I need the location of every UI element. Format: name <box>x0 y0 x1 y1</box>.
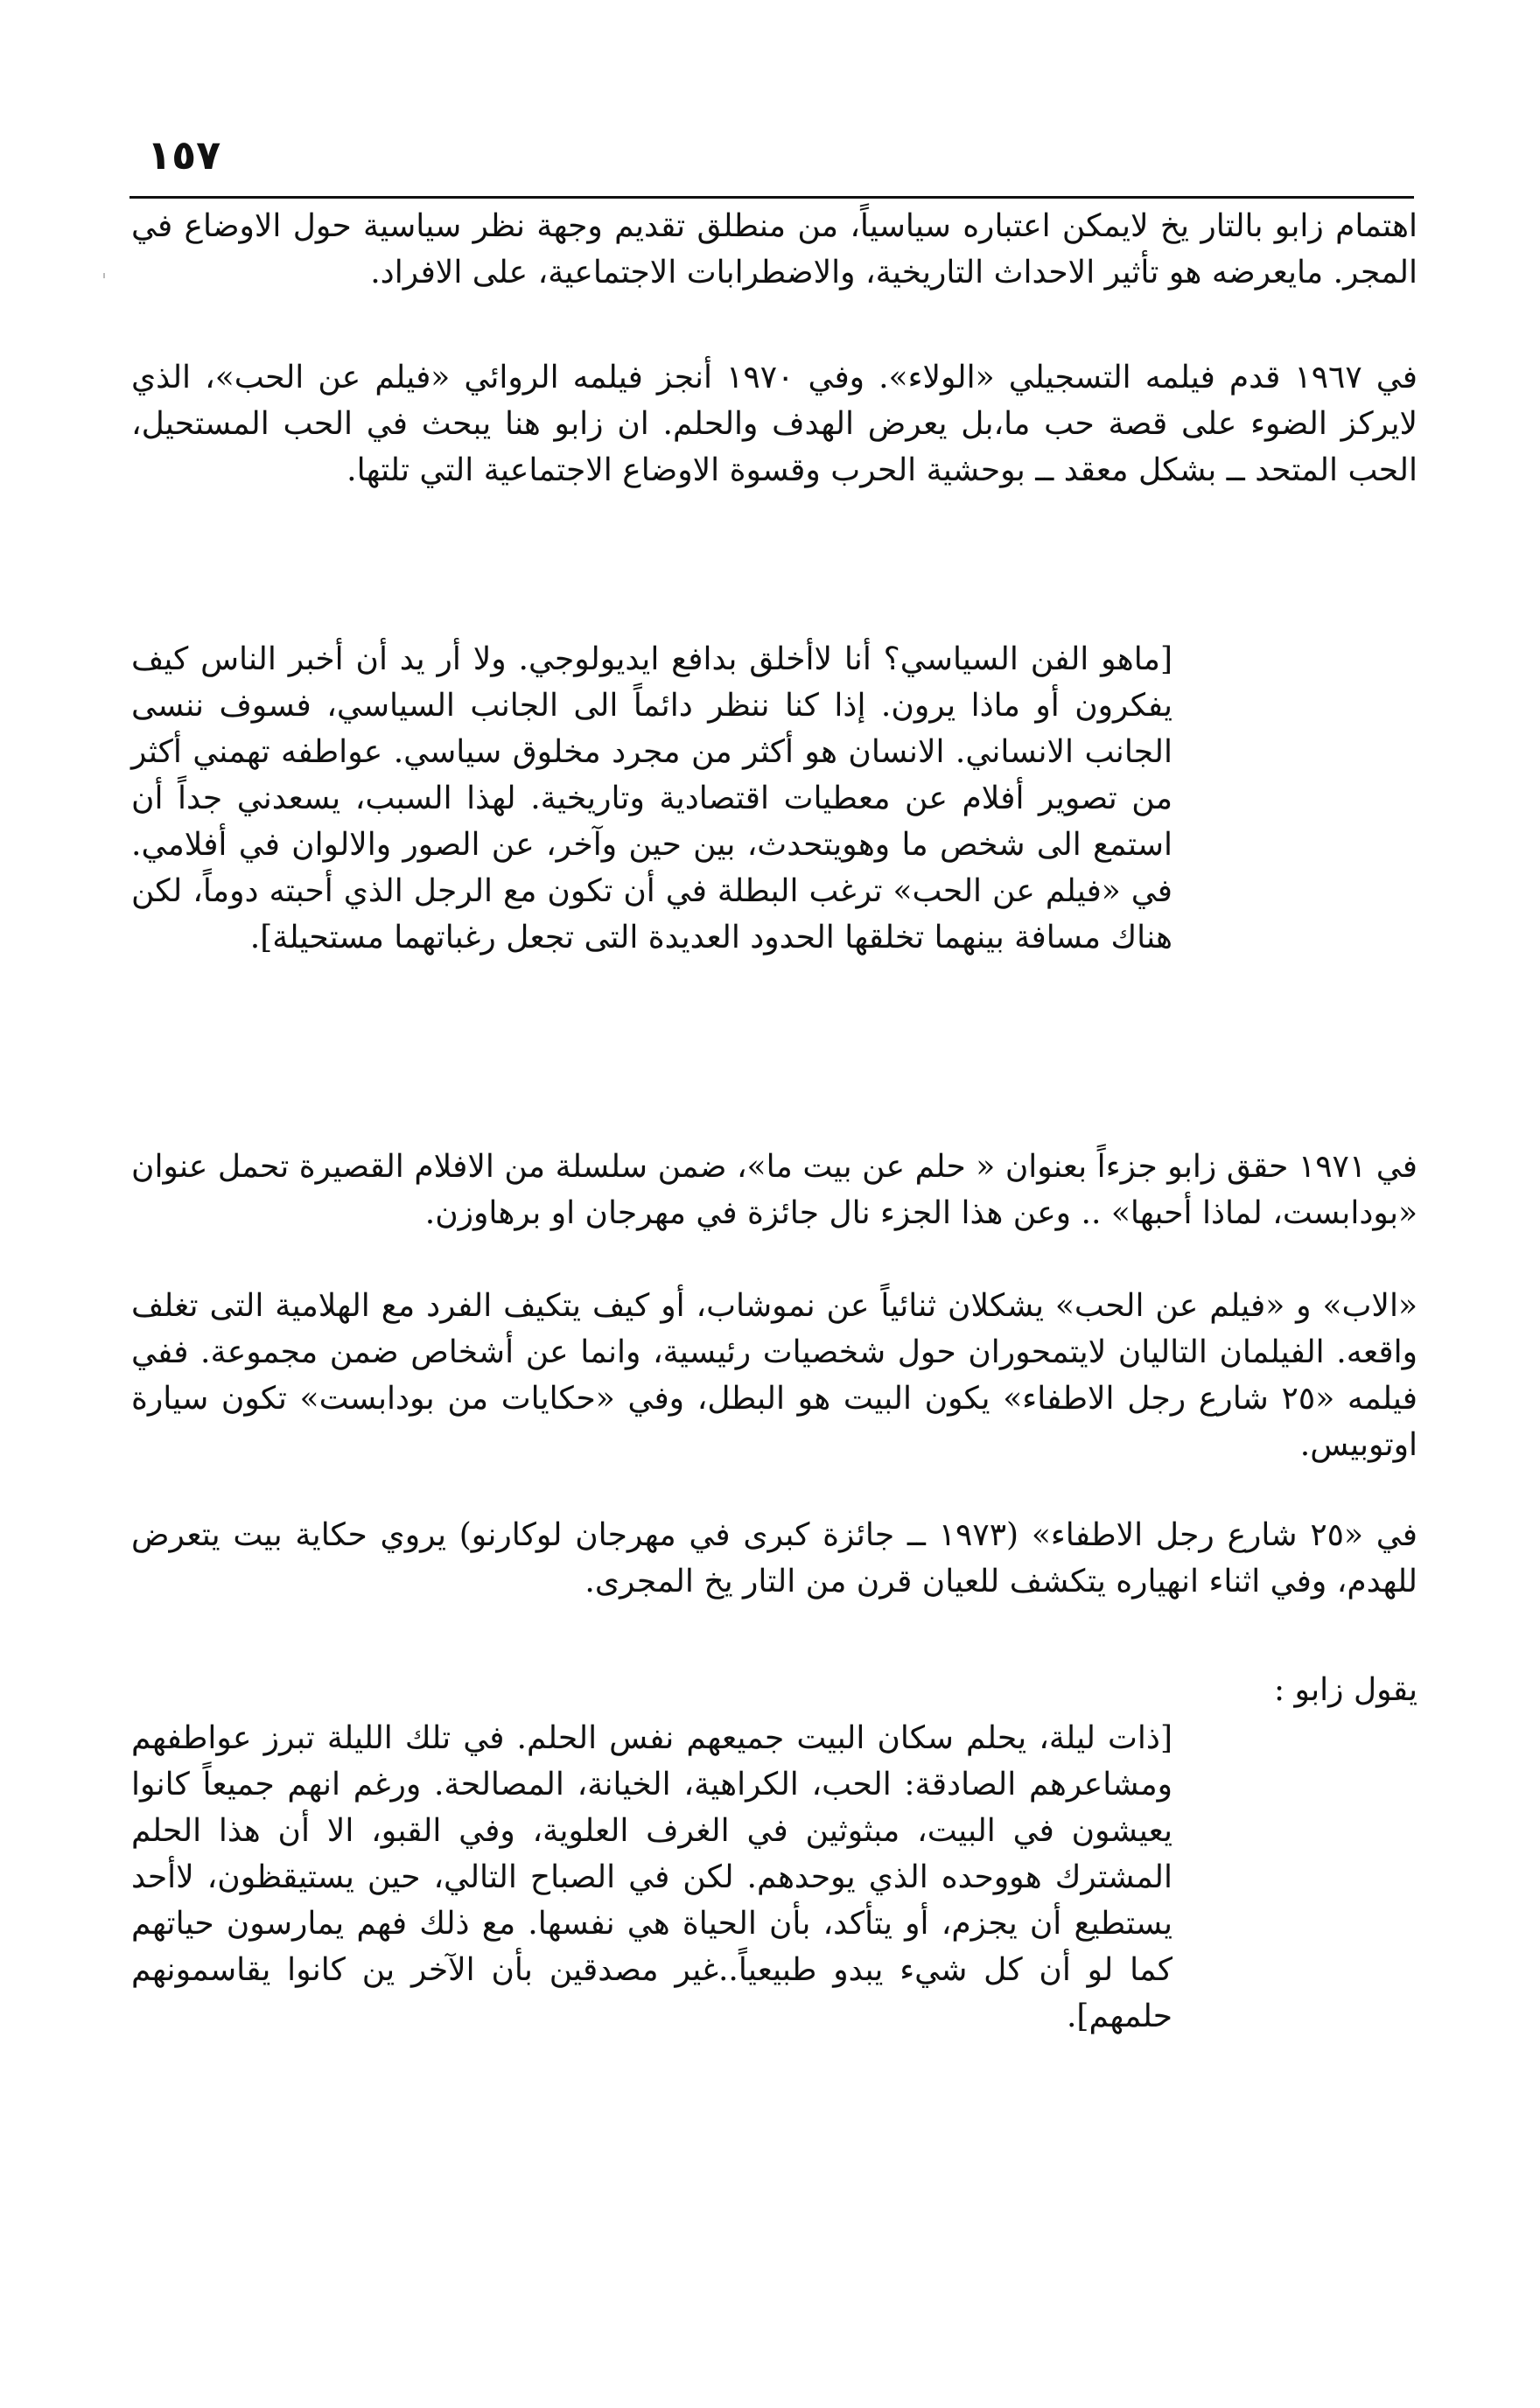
quote-political-art: [ماهو الفن السياسي؟ أنا لاأخلق بدافع ايديولوجي. ولا أر يد أن أخبر الناس كيف يفكرون أو ماذا يرون. إذا كنا ننظر دائماً الى الجانب السياسي، فسوف ننسى الجانب الانساني. الانسان هو أكثر من مجرد مخلوق سياسي. عواطفه تهمني أكثر من تصوير أفلام عن معطيات اقتصادية وتاريخية. لهذا السبب، يسعدني جداً أن استمع الى شخص ما وهويتحدث، بين حين وآخر، عن الصور والالوان في أفلامي. في «فيلم عن الحب» ترغب البطلة في أن تكون مع الرجل الذي أحبته دوماً، لكن هناك مسافة بينهما تخلقها الحدود العديدة التى تجعل رغباتهما مستحيلة]. <box>131 641 1172 956</box>
quote-dream: [ذات ليلة، يحلم سكان البيت جميعهم نفس الحلم. في تلك الليلة تبرز عواطفهم ومشاعرهم الصادقة: الحب، الكراهية، الخيانة، المصالحة. ورغم انهم جميعاً كانوا يعيشون في البيت، مبثوثين في الغرف العلوية، وفي القبو، الا أن هذا الحلم المشترك هووحده الذي يوحدهم. لكن في الصباح التالي، حين يستيقظون، لاأحد يستطيع أن يجزم، أو يتأكد، بأن الحياة هي نفسها. مع ذلك فهم يمارسون حياتهم كما لو أن كل شيء يبدو طبيعياً..غير مصدقين بأن الآخر ين كانوا يقاسمونهم حلمهم]. <box>131 1720 1172 2034</box>
paragraph-film-1973: في «٢٥ شارع رجل الاطفاء» (١٩٧٣ ــ جائزة كبرى في مهرجان لوكارنو) يروي حكاية بيت يتعرض للهدم، وفي اثناء انهياره يتكشف للعيان قرن من التار يخ المجرى. <box>131 1517 1418 1600</box>
paragraph-films-1971: في ١٩٧١ حقق زابو جزءاً بعنوان « حلم عن بيت ما»، ضمن سلسلة من الافلام القصيرة تحمل عنوان «بودابست، لماذا أحبها» .. وعن هذا الجزء نال جائزة في مهرجان او برهاوزن. <box>131 1149 1418 1231</box>
paragraph-father-and-love: «الاب» و «فيلم عن الحب» يشكلان ثنائياً عن نموشاب، أو كيف يتكيف الفرد مع الهلامية التى تغلف واقعه. الفيلمان التاليان لايتمحوران حول شخصيات رئيسية، وانما عن أشخاص ضمن مجموعة. ففي فيلمه «٢٥ شارع رجل الاطفاء» يكون البيت هو البطل، وفي «حكايات من بودابست» تكون سيارة اوتوبيس. <box>131 1288 1418 1463</box>
paragraph-szabo-says: يقول زابو : <box>1273 1672 1418 1708</box>
header-rule <box>130 196 1414 199</box>
paragraph-films-1967: في ١٩٦٧ قدم فيلمه التسجيلي «الولاء». وفي ١٩٧٠ أنجز فيلمه الروائي «فيلم عن الحب»، الذي لايركز الضوء على قصة حب ما،بل يعرض الهدف والحلم. ان زابو هنا يبحث في الحب المستحيل، الحب المتحد ــ بشكل معقد ــ بوحشية الحرب وقسوة الاوضاع الاجتماعية التي تلتها. <box>131 360 1418 488</box>
page-number: ١٥٧ <box>147 131 221 178</box>
paragraph-intro: اهتمام زابو بالتار يخ لايمكن اعتباره سياسياً، من منطلق تقديم وجهة نظر سياسية حول الاوضاع في المجر. مايعرضه هو تأثير الاحداث التاريخية، والاضطرابات الاجتماعية، على الافراد. <box>131 208 1418 290</box>
scan-speck <box>103 273 105 278</box>
